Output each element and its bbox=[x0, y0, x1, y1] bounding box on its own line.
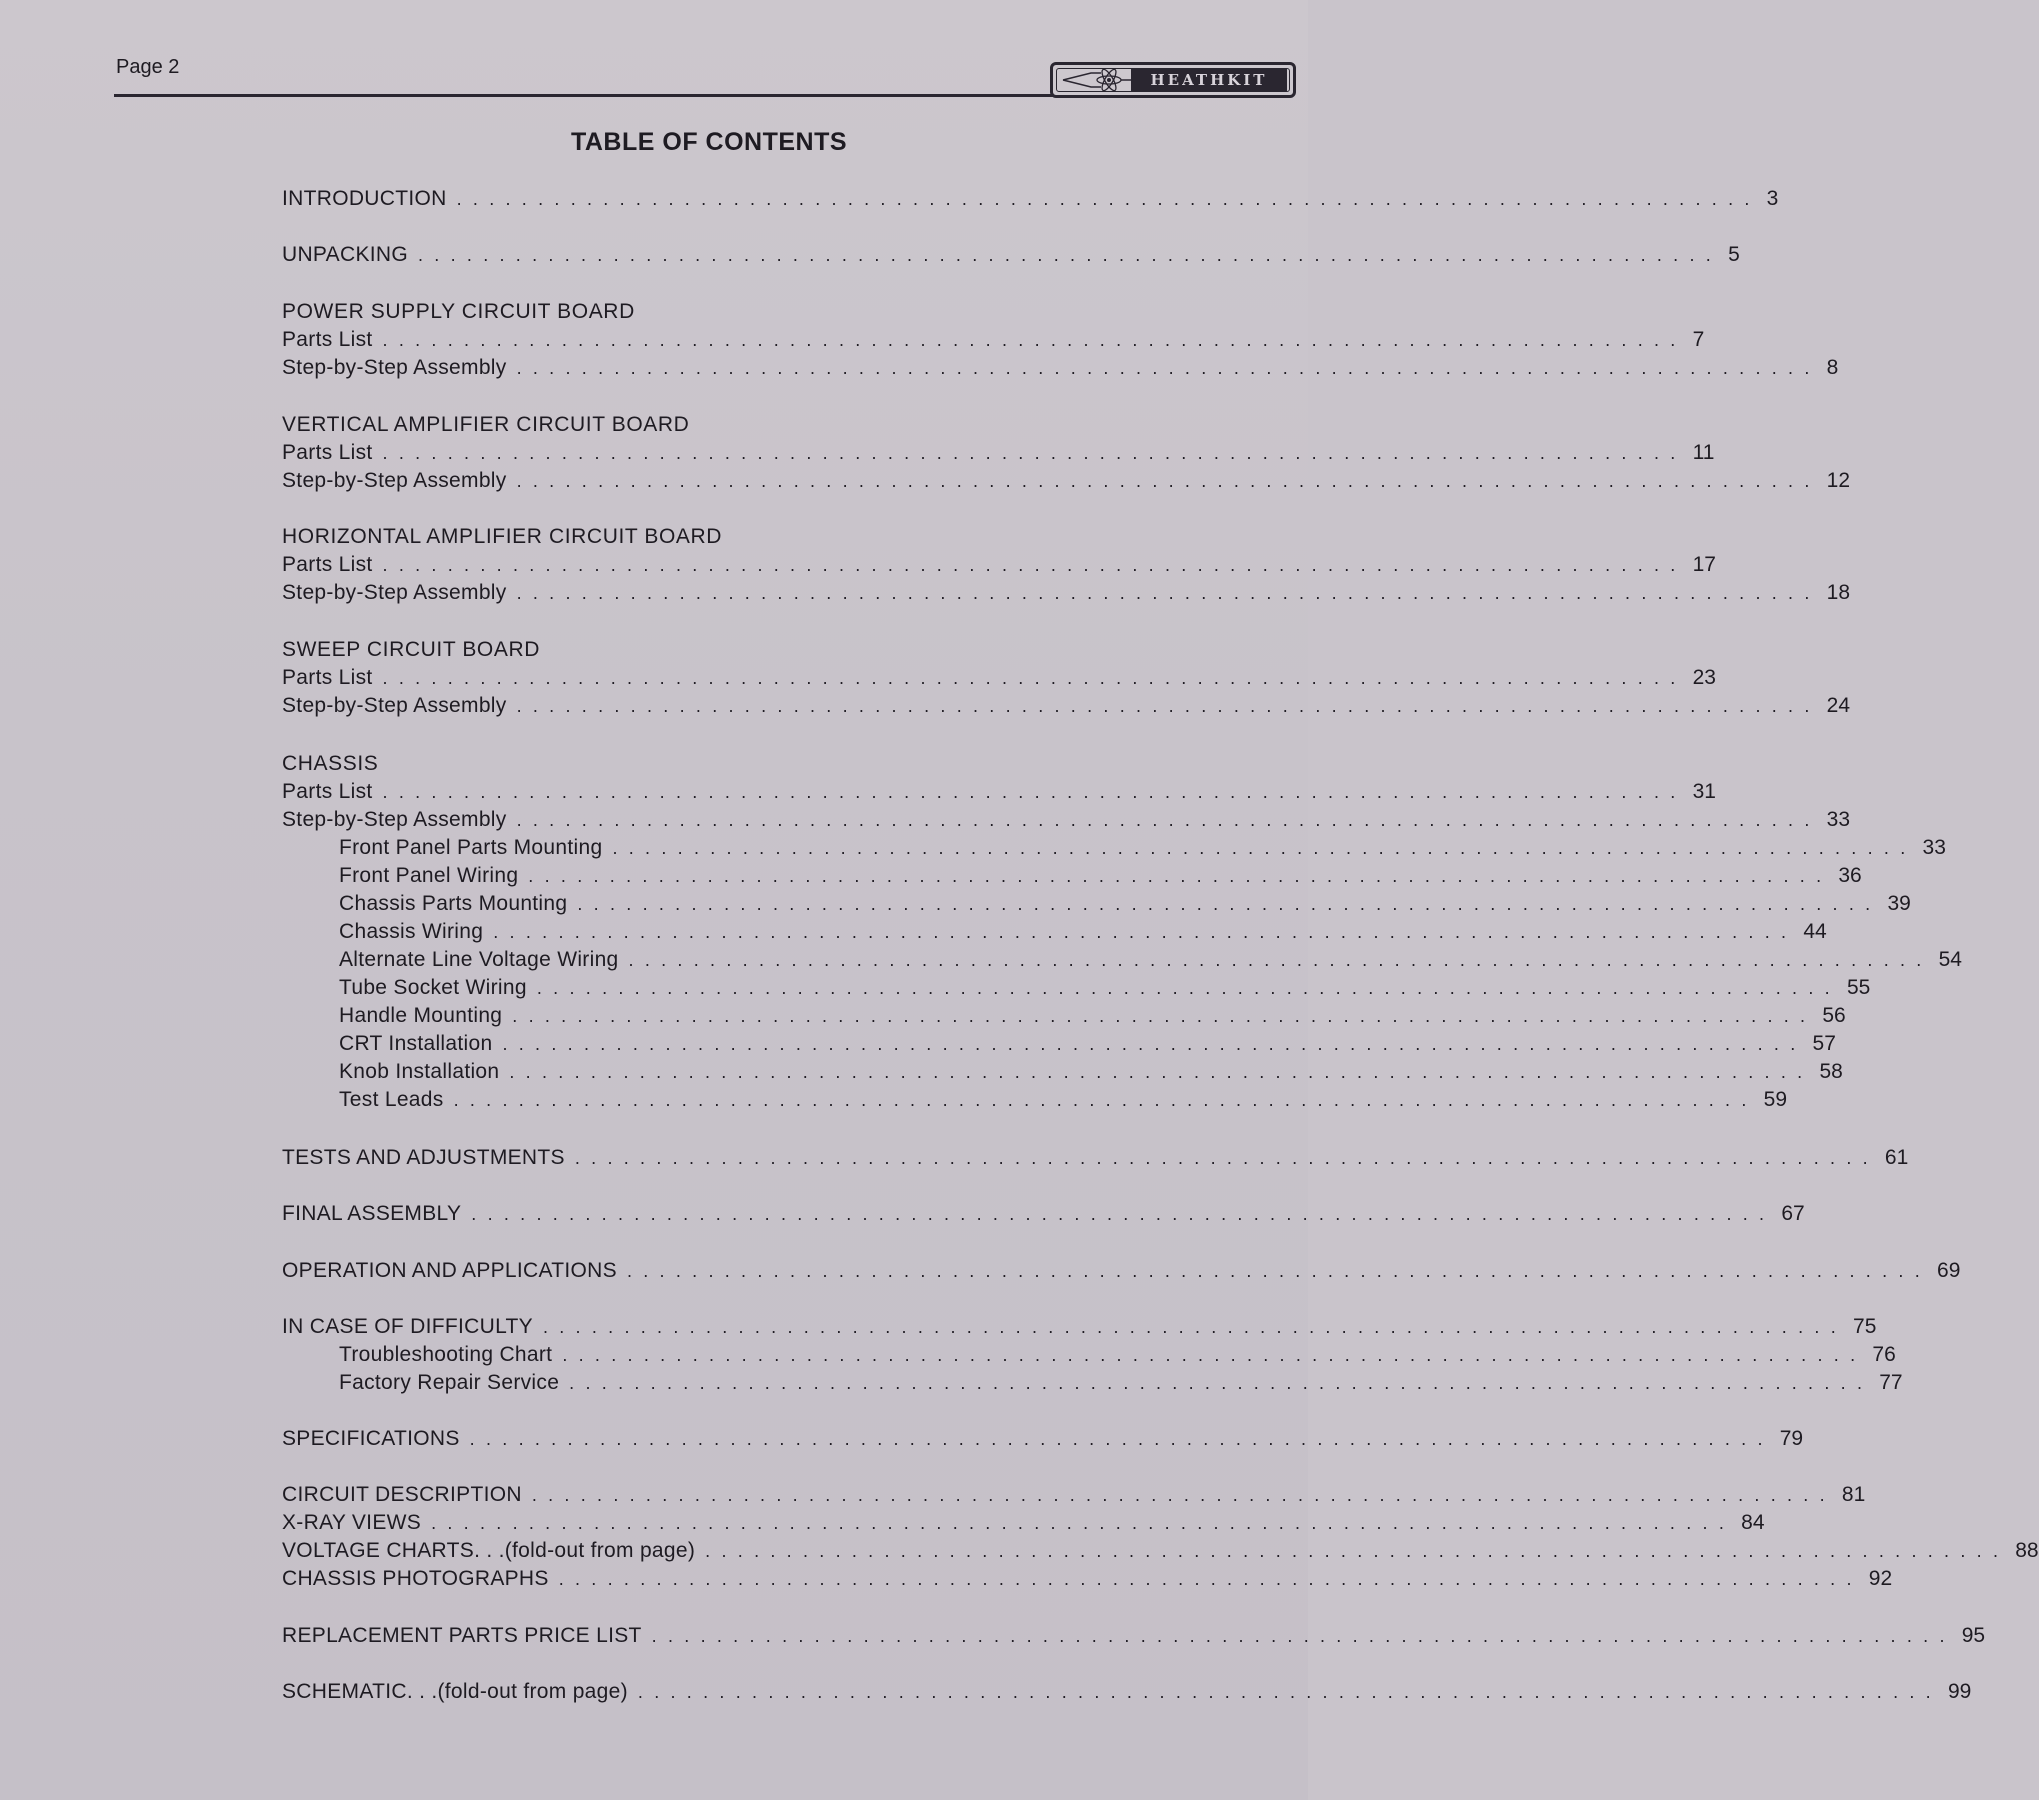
toc-entry[interactable]: IN CASE OF DIFFICULTY ................................................................................ 75 bbox=[282, 1313, 1132, 1341]
toc-entry[interactable]: Step-by-Step Assembly ................................................................................ 18 bbox=[282, 579, 1132, 607]
toc-entry[interactable]: REPLACEMENT PARTS PRICE LIST ................................................................................ 95 bbox=[282, 1622, 1132, 1650]
dot-leader: ................................................................................ bbox=[536, 978, 1841, 998]
dot-leader: ................................................................................ bbox=[577, 894, 1882, 914]
toc-section-heading: CHASSIS bbox=[282, 752, 379, 775]
dot-leader: ................................................................................ bbox=[637, 1682, 1942, 1702]
dot-leader: ................................................................................ bbox=[516, 696, 1821, 716]
toc-entry[interactable]: Parts List ................................................................................ 31 bbox=[282, 778, 1132, 806]
dot-leader: ................................................................................ bbox=[512, 1006, 1817, 1026]
dot-leader: ................................................................................ bbox=[612, 838, 1917, 858]
dot-leader: ................................................................................ bbox=[382, 443, 1687, 463]
toc-subentry[interactable]: Front Panel Parts Mounting ................................................................................ 33 bbox=[282, 834, 1132, 862]
toc-entry[interactable]: VOLTAGE CHARTS. . .(fold-out from page) ................................................................................ 88 bbox=[282, 1537, 1132, 1565]
dot-leader: ................................................................................ bbox=[471, 1204, 1776, 1224]
dot-leader: ................................................................................ bbox=[542, 1317, 1848, 1337]
dot-leader: ................................................................................ bbox=[528, 866, 1833, 886]
toc-entry[interactable]: Parts List ................................................................................ 17 bbox=[282, 551, 1132, 579]
toc-subentry[interactable]: Tube Socket Wiring ................................................................................ 55 bbox=[282, 974, 1132, 1002]
toc-entry[interactable]: INTRODUCTION ................................................................................ 3 bbox=[282, 185, 1132, 213]
toc-entry[interactable]: Step-by-Step Assembly ................................................................................ 8 bbox=[282, 354, 1132, 382]
toc-section-heading: VERTICAL AMPLIFIER CIRCUIT BOARD bbox=[282, 413, 690, 436]
page-title: TABLE OF CONTENTS bbox=[570, 128, 848, 156]
toc-subentry[interactable]: Front Panel Wiring ................................................................................ 36 bbox=[282, 862, 1132, 890]
toc-entry[interactable]: Parts List ................................................................................ 7 bbox=[282, 326, 1132, 354]
dot-leader: ................................................................................ bbox=[562, 1345, 1867, 1365]
dot-leader: ................................................................................ bbox=[418, 245, 1723, 265]
toc-entry[interactable]: SCHEMATIC. . .(fold-out from page) ................................................................................ 99 bbox=[282, 1678, 1132, 1706]
dot-leader: ................................................................................ bbox=[493, 922, 1798, 942]
toc-entry[interactable]: FINAL ASSEMBLY ................................................................................ 67 bbox=[282, 1200, 1132, 1228]
toc-subentry[interactable]: Alternate Line Voltage Wiring ................................................................................ 54 bbox=[282, 946, 1132, 974]
dot-leader: ................................................................................ bbox=[431, 1513, 1736, 1533]
heathkit-logo bbox=[1050, 62, 1296, 98]
toc-section-heading: HORIZONTAL AMPLIFIER CIRCUIT BOARD bbox=[282, 525, 723, 548]
dot-leader: ................................................................................ bbox=[382, 782, 1687, 802]
toc-subentry[interactable]: CRT Installation ................................................................................ 57 bbox=[282, 1030, 1132, 1058]
dot-leader: ................................................................................ bbox=[569, 1373, 1874, 1393]
toc-subentry[interactable]: Factory Repair Service ................................................................................ 77 bbox=[282, 1369, 1132, 1397]
header-rule bbox=[114, 94, 1054, 97]
toc-entry[interactable]: TESTS AND ADJUSTMENTS ................................................................................ 61 bbox=[282, 1144, 1132, 1172]
toc-subentry[interactable]: Handle Mounting ................................................................................ 56 bbox=[282, 1002, 1132, 1030]
dot-leader: ................................................................................ bbox=[453, 1090, 1758, 1110]
brand-wordmark: HEATHKIT bbox=[1131, 69, 1287, 91]
dot-leader: ................................................................................ bbox=[628, 950, 1933, 970]
toc-entry[interactable]: Parts List ................................................................................ 11 bbox=[282, 439, 1132, 467]
toc-entry[interactable]: Parts List ................................................................................ 23 bbox=[282, 664, 1132, 692]
toc-section-heading: SWEEP CIRCUIT BOARD bbox=[282, 638, 540, 661]
toc-subentry[interactable]: Troubleshooting Chart ................................................................................ 76 bbox=[282, 1341, 1132, 1369]
toc-entry[interactable]: SPECIFICATIONS ................................................................................ 79 bbox=[282, 1425, 1132, 1453]
dot-leader: ................................................................................ bbox=[382, 555, 1687, 575]
dot-leader: ................................................................................ bbox=[382, 330, 1687, 350]
atom-icon bbox=[1061, 69, 1131, 91]
toc-subentry[interactable]: Chassis Parts Mounting ................................................................................ 39 bbox=[282, 890, 1132, 918]
dot-leader: ................................................................................ bbox=[626, 1261, 1932, 1281]
dot-leader: ................................................................................ bbox=[574, 1148, 1879, 1168]
toc-subentry[interactable]: Knob Installation ................................................................................ 58 bbox=[282, 1058, 1132, 1086]
toc-subentry[interactable]: Chassis Wiring ................................................................................ 44 bbox=[282, 918, 1132, 946]
dot-leader: ................................................................................ bbox=[516, 810, 1821, 830]
dot-leader: ................................................................................ bbox=[509, 1062, 1814, 1082]
toc-entry[interactable]: UNPACKING ................................................................................ 5 bbox=[282, 241, 1132, 269]
toc-entry[interactable]: OPERATION AND APPLICATIONS ................................................................................ 69 bbox=[282, 1257, 1132, 1285]
dot-leader: ................................................................................ bbox=[516, 358, 1821, 378]
dot-leader: ................................................................................ bbox=[502, 1034, 1807, 1054]
toc-entry[interactable]: CHASSIS PHOTOGRAPHS ................................................................................ 92 bbox=[282, 1565, 1132, 1593]
toc-section-heading: POWER SUPPLY CIRCUIT BOARD bbox=[282, 300, 635, 323]
dot-leader: ................................................................................ bbox=[516, 471, 1821, 491]
page-number: Page 2 bbox=[116, 56, 180, 78]
dot-leader: ................................................................................ bbox=[469, 1429, 1774, 1449]
toc-subentry[interactable]: Test Leads ................................................................................ 59 bbox=[282, 1086, 1132, 1114]
toc-entry[interactable]: Step-by-Step Assembly ................................................................................ 33 bbox=[282, 806, 1132, 834]
toc-entry[interactable]: CIRCUIT DESCRIPTION ................................................................................ 81 bbox=[282, 1481, 1132, 1509]
dot-leader: ................................................................................ bbox=[382, 668, 1687, 688]
toc-entry[interactable]: Step-by-Step Assembly ................................................................................ 24 bbox=[282, 692, 1132, 720]
toc-entry[interactable]: X-RAY VIEWS ................................................................................ 84 bbox=[282, 1509, 1132, 1537]
dot-leader: ................................................................................ bbox=[558, 1569, 1863, 1589]
dot-leader: ................................................................................ bbox=[705, 1541, 2010, 1561]
dot-leader: ................................................................................ bbox=[516, 583, 1821, 603]
dot-leader: ................................................................................ bbox=[531, 1485, 1836, 1505]
dot-leader: ................................................................................ bbox=[456, 189, 1761, 209]
toc-entry[interactable]: Step-by-Step Assembly ................................................................................ 12 bbox=[282, 467, 1132, 495]
dot-leader: ................................................................................ bbox=[651, 1626, 1956, 1646]
